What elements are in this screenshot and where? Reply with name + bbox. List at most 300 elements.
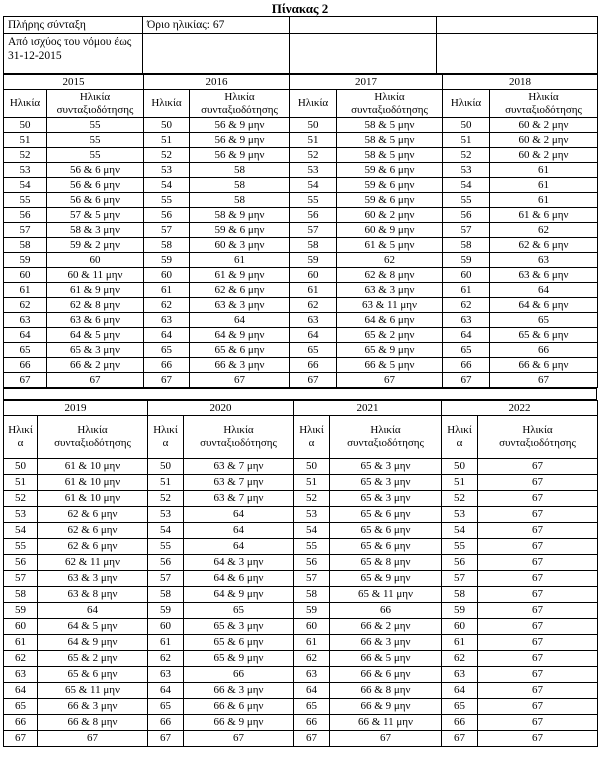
age-cell: 66	[294, 715, 330, 731]
age-cell: 55	[294, 539, 330, 555]
retirement-age-cell: 61	[490, 163, 598, 178]
table-row	[4, 343, 598, 358]
age-cell: 53	[144, 163, 190, 178]
retirement-age-cell: 65 & 6 μην	[190, 343, 290, 358]
age-cell: 56	[4, 208, 47, 223]
retirement-age-cell: 61 & 9 μην	[47, 283, 144, 298]
age-cell: 59	[443, 253, 490, 268]
table-row	[4, 683, 598, 699]
age-cell: 62	[443, 298, 490, 313]
retirement-age-cell: 66 & 3 μην	[38, 699, 148, 715]
age-cell: 52	[4, 491, 38, 507]
retirement-age-cell: 67	[478, 491, 598, 507]
age-column-header	[442, 416, 478, 459]
age-cell: 58	[294, 587, 330, 603]
retirement-age-column-header	[190, 90, 290, 118]
age-cell: 63	[294, 667, 330, 683]
retirement-age-cell: 64	[190, 313, 290, 328]
age-cell: 62	[4, 298, 47, 313]
empty-cell	[437, 34, 598, 74]
age-cell: 55	[442, 539, 478, 555]
age-cell: 62	[148, 651, 184, 667]
retirement-age-cell: 63 & 6 μην	[490, 268, 598, 283]
retirement-age-cell: 56 & 6 μην	[47, 193, 144, 208]
age-cell: 52	[443, 148, 490, 163]
retirement-age-column-header-label: Ηλικία συνταξιοδότησης	[56, 90, 134, 116]
retirement-age-cell: 64 & 9 μην	[38, 635, 148, 651]
age-cell: 57	[290, 223, 337, 238]
age-cell: 60	[4, 619, 38, 635]
age-cell: 56	[294, 555, 330, 571]
age-cell: 51	[443, 133, 490, 148]
retirement-age-cell: 67	[478, 507, 598, 523]
retirement-age-cell: 64 & 5 μην	[47, 328, 144, 343]
retirement-age-cell: 56 & 9 μην	[190, 133, 290, 148]
retirement-age-cell: 67	[478, 683, 598, 699]
retirement-age-cell: 65 & 8 μην	[330, 555, 442, 571]
age-column-header-label: Ηλικία	[8, 424, 33, 449]
retirement-age-cell: 65 & 11 μην	[38, 683, 148, 699]
age-cell: 59	[442, 603, 478, 619]
age-cell: 62	[442, 651, 478, 667]
retirement-age-cell: 67	[337, 373, 443, 388]
info-table	[3, 16, 598, 74]
retirement-age-cell: 64	[184, 523, 294, 539]
retirement-age-cell: 58 & 9 μην	[190, 208, 290, 223]
age-cell: 59	[144, 253, 190, 268]
age-cell: 50	[294, 459, 330, 475]
table-row	[4, 571, 598, 587]
table-row	[4, 587, 598, 603]
retirement-age-cell: 64 & 6 μην	[337, 313, 443, 328]
year-row	[4, 75, 598, 90]
age-cell: 63	[442, 667, 478, 683]
age-cell: 55	[290, 193, 337, 208]
retirement-age-cell: 65 & 6 μην	[330, 539, 442, 555]
age-cell: 64	[294, 683, 330, 699]
retirement-age-cell: 65 & 3 μην	[184, 619, 294, 635]
spacer-table	[3, 388, 597, 400]
empty-cell	[437, 17, 598, 34]
retirement-age-cell: 57 & 5 μην	[47, 208, 144, 223]
retirement-age-cell: 62	[490, 223, 598, 238]
age-cell: 54	[148, 523, 184, 539]
retirement-age-cell: 62 & 6 μην	[38, 539, 148, 555]
table-row	[4, 223, 598, 238]
age-cell: 54	[442, 523, 478, 539]
page-title: Πίνακας 2	[271, 1, 329, 16]
retirement-age-cell: 67	[478, 731, 598, 747]
retirement-age-column-header-label: Ηλικία συνταξιοδότησης	[499, 424, 576, 449]
retirement-age-cell: 64	[184, 539, 294, 555]
retirement-age-cell: 66 & 9 μην	[184, 715, 294, 731]
age-cell: 58	[443, 238, 490, 253]
retirement-age-cell: 67	[478, 571, 598, 587]
retirement-age-cell: 67	[184, 731, 294, 747]
age-column-header	[290, 90, 337, 118]
age-cell: 64	[148, 683, 184, 699]
retirement-age-cell: 58 & 5 μην	[337, 133, 443, 148]
age-column-header-label: Ηλικία	[450, 96, 482, 109]
pension-table-1	[3, 74, 598, 388]
age-cell: 53	[148, 507, 184, 523]
age-column-header-label: Ηλικία	[9, 96, 41, 109]
age-cell: 59	[294, 603, 330, 619]
retirement-age-cell: 64	[490, 283, 598, 298]
age-cell: 57	[442, 571, 478, 587]
age-cell: 55	[144, 193, 190, 208]
empty-cell	[4, 389, 597, 400]
retirement-age-cell: 65	[184, 603, 294, 619]
age-cell: 67	[4, 373, 47, 388]
year-header: 2016	[144, 75, 290, 90]
table-row	[4, 178, 598, 193]
age-cell: 64	[290, 328, 337, 343]
age-cell: 60	[442, 619, 478, 635]
table-row	[4, 208, 598, 223]
table-row	[4, 313, 598, 328]
age-cell: 65	[294, 699, 330, 715]
spacer-row	[4, 389, 597, 400]
age-cell: 54	[443, 178, 490, 193]
retirement-age-cell: 67	[330, 731, 442, 747]
age-cell: 67	[144, 373, 190, 388]
age-cell: 65	[4, 343, 47, 358]
table-row	[4, 253, 598, 268]
retirement-age-cell: 58	[190, 163, 290, 178]
age-column-header	[4, 416, 38, 459]
age-column-header	[4, 90, 47, 118]
age-cell: 51	[148, 475, 184, 491]
age-cell: 60	[4, 268, 47, 283]
retirement-age-cell: 65 & 6 μην	[184, 635, 294, 651]
age-cell: 66	[4, 358, 47, 373]
age-column-header-label: Ηλικία	[151, 96, 182, 109]
age-cell: 64	[443, 328, 490, 343]
retirement-age-cell: 65 & 6 μην	[490, 328, 598, 343]
age-cell: 67	[4, 731, 38, 747]
age-cell: 66	[290, 358, 337, 373]
table-row	[4, 555, 598, 571]
info-row	[4, 17, 598, 34]
table-row	[4, 507, 598, 523]
retirement-age-cell: 66 & 2 μην	[330, 619, 442, 635]
age-column-header-label: Ηλικία	[297, 96, 329, 109]
retirement-age-column-header	[490, 90, 598, 118]
age-cell: 59	[4, 253, 47, 268]
retirement-age-cell: 65 & 6 μην	[38, 667, 148, 683]
age-cell: 66	[442, 715, 478, 731]
retirement-age-cell: 61	[490, 178, 598, 193]
retirement-age-cell: 61 & 9 μην	[190, 268, 290, 283]
table-row	[4, 667, 598, 683]
retirement-age-cell: 61	[490, 193, 598, 208]
retirement-age-cell: 56 & 9 μην	[190, 148, 290, 163]
age-cell: 63	[4, 313, 47, 328]
retirement-age-cell: 67	[478, 667, 598, 683]
table-row	[4, 373, 598, 388]
retirement-age-cell: 56 & 6 μην	[47, 163, 144, 178]
retirement-age-cell: 63 & 7 μην	[184, 475, 294, 491]
year-header: 2015	[4, 75, 144, 90]
retirement-age-cell: 66 & 5 μην	[330, 651, 442, 667]
retirement-age-cell: 61	[190, 253, 290, 268]
age-cell: 52	[144, 148, 190, 163]
retirement-age-cell: 63	[490, 253, 598, 268]
age-cell: 52	[148, 491, 184, 507]
age-cell: 57	[294, 571, 330, 587]
retirement-age-column-header-label: Ηλικία συνταξιοδότησης	[347, 424, 424, 449]
retirement-age-cell: 67	[490, 373, 598, 388]
table-row	[4, 603, 598, 619]
retirement-age-cell: 66 & 8 μην	[330, 683, 442, 699]
retirement-age-cell: 65 & 11 μην	[330, 587, 442, 603]
age-cell: 61	[442, 635, 478, 651]
retirement-age-cell: 59 & 6 μην	[337, 163, 443, 178]
retirement-age-cell: 62 & 6 μην	[38, 523, 148, 539]
empty-cell	[290, 17, 437, 34]
age-cell: 58	[4, 238, 47, 253]
age-cell: 61	[4, 283, 47, 298]
age-cell: 59	[4, 603, 38, 619]
age-cell: 60	[443, 268, 490, 283]
table-row	[4, 118, 598, 133]
retirement-age-cell: 55	[47, 148, 144, 163]
age-column-header	[443, 90, 490, 118]
retirement-age-cell: 67	[478, 587, 598, 603]
table-row	[4, 491, 598, 507]
age-column-header-label: Ηλικία	[153, 424, 178, 449]
retirement-age-column-header	[478, 416, 598, 459]
age-cell: 62	[144, 298, 190, 313]
retirement-age-cell: 59 & 6 μην	[190, 223, 290, 238]
retirement-age-cell: 64 & 3 μην	[184, 555, 294, 571]
retirement-age-cell: 65 & 3 μην	[47, 343, 144, 358]
age-limit-cell: Όριο ηλικίας: 67	[143, 17, 290, 34]
age-cell: 61	[148, 635, 184, 651]
retirement-age-cell: 59 & 6 μην	[337, 193, 443, 208]
age-cell: 60	[148, 619, 184, 635]
retirement-age-cell: 60 & 2 μην	[490, 148, 598, 163]
age-cell: 58	[4, 587, 38, 603]
age-cell: 51	[294, 475, 330, 491]
retirement-age-cell: 65 & 3 μην	[330, 475, 442, 491]
retirement-age-cell: 64 & 6 μην	[184, 571, 294, 587]
age-cell: 65	[442, 699, 478, 715]
year-header: 2017	[290, 75, 443, 90]
retirement-age-cell: 58	[190, 178, 290, 193]
retirement-age-column-header-label: Ηλικία συνταξιοδότησης	[200, 424, 277, 449]
age-cell: 66	[4, 715, 38, 731]
table-row	[4, 283, 598, 298]
table-row	[4, 238, 598, 253]
retirement-age-cell: 63 & 11 μην	[337, 298, 443, 313]
age-cell: 50	[290, 118, 337, 133]
table-row	[4, 523, 598, 539]
age-cell: 51	[4, 133, 47, 148]
retirement-age-cell: 62 & 8 μην	[337, 268, 443, 283]
age-cell: 51	[290, 133, 337, 148]
column-header-row	[4, 90, 598, 118]
age-cell: 52	[294, 491, 330, 507]
retirement-age-cell: 67	[190, 373, 290, 388]
table-row	[4, 699, 598, 715]
retirement-age-cell: 58 & 5 μην	[337, 148, 443, 163]
age-cell: 63	[290, 313, 337, 328]
age-cell: 67	[148, 731, 184, 747]
retirement-age-cell: 60	[47, 253, 144, 268]
retirement-age-cell: 67	[478, 555, 598, 571]
table-row	[4, 459, 598, 475]
age-cell: 53	[290, 163, 337, 178]
retirement-age-cell: 58 & 3 μην	[47, 223, 144, 238]
age-cell: 54	[4, 523, 38, 539]
age-cell: 57	[443, 223, 490, 238]
table-row	[4, 619, 598, 635]
retirement-age-cell: 56 & 9 μην	[190, 118, 290, 133]
age-cell: 58	[290, 238, 337, 253]
retirement-age-cell: 67	[478, 651, 598, 667]
table-row	[4, 358, 598, 373]
age-cell: 54	[144, 178, 190, 193]
retirement-age-cell: 63 & 3 μην	[190, 298, 290, 313]
age-cell: 67	[442, 731, 478, 747]
retirement-age-cell: 66 & 8 μην	[38, 715, 148, 731]
age-cell: 56	[443, 208, 490, 223]
retirement-age-cell: 65 & 3 μην	[330, 491, 442, 507]
age-cell: 67	[290, 373, 337, 388]
retirement-age-cell: 63 & 3 μην	[337, 283, 443, 298]
retirement-age-cell: 66 & 2 μην	[47, 358, 144, 373]
age-cell: 51	[144, 133, 190, 148]
year-header: 2021	[294, 401, 442, 416]
retirement-age-column-header-label: Ηλικία συνταξιοδότησης	[351, 90, 428, 116]
retirement-age-cell: 64	[184, 507, 294, 523]
year-header: 2018	[443, 75, 598, 90]
age-cell: 61	[144, 283, 190, 298]
retirement-age-cell: 66 & 5 μην	[337, 358, 443, 373]
age-cell: 53	[443, 163, 490, 178]
retirement-age-cell: 67	[478, 699, 598, 715]
age-cell: 64	[144, 328, 190, 343]
retirement-age-cell: 67	[38, 731, 148, 747]
year-row	[4, 401, 598, 416]
retirement-age-cell: 60 & 3 μην	[190, 238, 290, 253]
table-row	[4, 475, 598, 491]
age-cell: 57	[148, 571, 184, 587]
age-cell: 56	[290, 208, 337, 223]
empty-cell	[290, 34, 437, 74]
age-cell: 52	[442, 491, 478, 507]
table-row	[4, 268, 598, 283]
age-column-header-label: Ηλικία	[299, 424, 324, 449]
age-cell: 58	[144, 238, 190, 253]
retirement-age-cell: 65 & 2 μην	[38, 651, 148, 667]
retirement-age-cell: 63 & 7 μην	[184, 459, 294, 475]
retirement-age-cell: 62 & 8 μην	[47, 298, 144, 313]
age-cell: 63	[4, 667, 38, 683]
retirement-age-cell: 65 & 9 μην	[184, 651, 294, 667]
age-cell: 54	[290, 178, 337, 193]
retirement-age-cell: 67	[478, 523, 598, 539]
age-cell: 61	[294, 635, 330, 651]
retirement-age-cell: 62 & 11 μην	[38, 555, 148, 571]
age-cell: 50	[4, 118, 47, 133]
retirement-age-cell: 61 & 5 μην	[337, 238, 443, 253]
retirement-age-cell: 63 & 8 μην	[38, 587, 148, 603]
info-row	[4, 34, 598, 74]
age-cell: 56	[442, 555, 478, 571]
retirement-age-column-header-label: Ηλικία συνταξιοδότησης	[201, 90, 278, 116]
age-cell: 59	[290, 253, 337, 268]
retirement-age-cell: 66	[490, 343, 598, 358]
year-header: 2020	[148, 401, 294, 416]
age-cell: 65	[443, 343, 490, 358]
table-row	[4, 539, 598, 555]
retirement-age-cell: 61 & 6 μην	[490, 208, 598, 223]
year-header: 2022	[442, 401, 598, 416]
age-cell: 53	[4, 163, 47, 178]
retirement-age-cell: 66 & 3 μην	[190, 358, 290, 373]
age-cell: 64	[442, 683, 478, 699]
retirement-age-cell: 67	[47, 373, 144, 388]
retirement-age-cell: 66 & 3 μην	[184, 683, 294, 699]
age-column-header	[294, 416, 330, 459]
retirement-age-cell: 66	[184, 667, 294, 683]
retirement-age-cell: 56 & 6 μην	[47, 178, 144, 193]
age-cell: 57	[4, 571, 38, 587]
retirement-age-cell: 66 & 3 μην	[330, 635, 442, 651]
age-cell: 51	[4, 475, 38, 491]
retirement-age-cell: 59 & 6 μην	[337, 178, 443, 193]
age-column-header	[148, 416, 184, 459]
retirement-age-cell: 66 & 6 μην	[490, 358, 598, 373]
retirement-age-cell: 67	[478, 603, 598, 619]
age-cell: 67	[294, 731, 330, 747]
retirement-age-cell: 55	[47, 133, 144, 148]
age-cell: 55	[4, 193, 47, 208]
age-cell: 52	[290, 148, 337, 163]
retirement-age-cell: 60 & 9 μην	[337, 223, 443, 238]
table-row	[4, 163, 598, 178]
age-cell: 66	[443, 358, 490, 373]
retirement-age-cell: 66 & 6 μην	[330, 667, 442, 683]
retirement-age-column-header	[47, 90, 144, 118]
retirement-age-column-header-label: Ηλικία συνταξιοδότησης	[505, 90, 582, 116]
retirement-age-cell: 64 & 9 μην	[190, 328, 290, 343]
retirement-age-cell: 66 & 9 μην	[330, 699, 442, 715]
age-cell: 61	[443, 283, 490, 298]
table-row	[4, 148, 598, 163]
year-header: 2019	[4, 401, 148, 416]
retirement-age-cell: 67	[478, 715, 598, 731]
table-row	[4, 133, 598, 148]
age-cell: 58	[442, 587, 478, 603]
retirement-age-cell: 65 & 9 μην	[330, 571, 442, 587]
column-header-row	[4, 416, 598, 459]
retirement-age-cell: 55	[47, 118, 144, 133]
age-cell: 55	[4, 539, 38, 555]
age-cell: 63	[148, 667, 184, 683]
retirement-age-cell: 65 & 2 μην	[337, 328, 443, 343]
age-cell: 54	[294, 523, 330, 539]
age-cell: 62	[4, 651, 38, 667]
age-cell: 57	[144, 223, 190, 238]
retirement-age-cell: 67	[478, 619, 598, 635]
retirement-age-cell: 60 & 2 μην	[490, 133, 598, 148]
law-validity-cell: Από ισχύος του νόμου έως 31-12-2015	[4, 34, 143, 74]
age-cell: 50	[144, 118, 190, 133]
